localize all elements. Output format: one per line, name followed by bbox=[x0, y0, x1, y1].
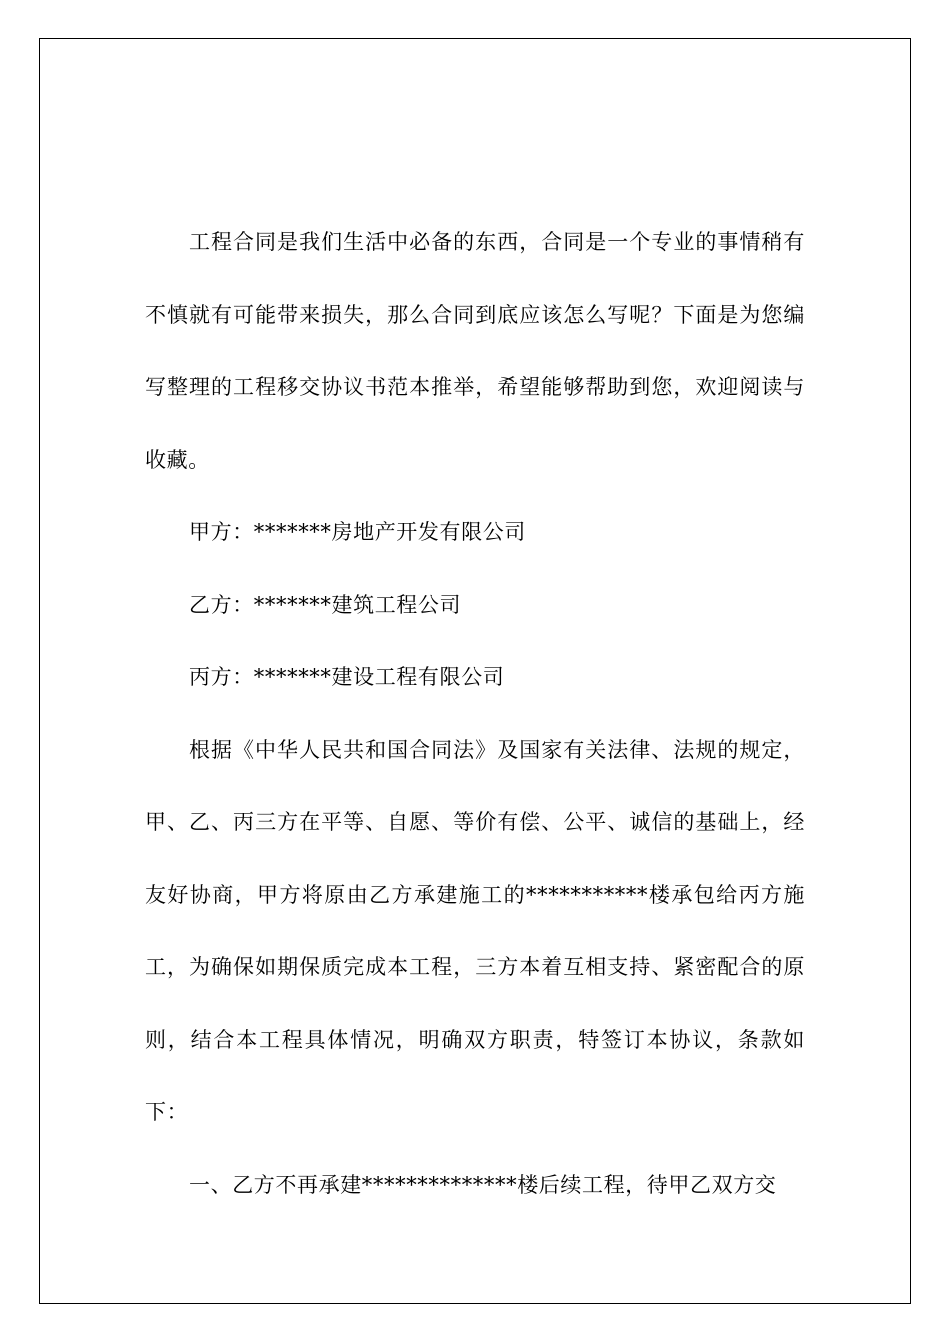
intro-paragraph: 工程合同是我们生活中必备的东西，合同是一个专业的事情稍有不慎就有可能带来损失，那么合同到底应该怎么写呢？下面是为您编写整理的工程移交协议书范本推举，希望能够帮助到您，欢迎阅读与收藏。 bbox=[145, 230, 805, 472]
party-b-line: 乙方：*******建筑工程公司 bbox=[189, 592, 462, 617]
document-body bbox=[145, 206, 805, 1221]
clause-one-paragraph: 一、乙方不再承建**************楼后续工程，待甲乙双方交 bbox=[189, 1172, 777, 1197]
basis-paragraph: 根据《中华人民共和国合同法》及国家有关法律、法规的规定，甲、乙、丙三方在平等、自愿、等价有偿、公平、诚信的基础上，经友好协商，甲方将原由乙方承建施工的***********楼承包给丙方施工，为确保如期保质完成本工程，三方本着互相支持、紧密配合的原则，结合本工程具体情况，明确双方职责，特签订本协议，条款如下： bbox=[145, 737, 805, 1124]
party-a-line: 甲方：*******房地产开发有限公司 bbox=[189, 520, 526, 544]
party-c-line: 丙方：*******建设工程有限公司 bbox=[189, 665, 505, 689]
